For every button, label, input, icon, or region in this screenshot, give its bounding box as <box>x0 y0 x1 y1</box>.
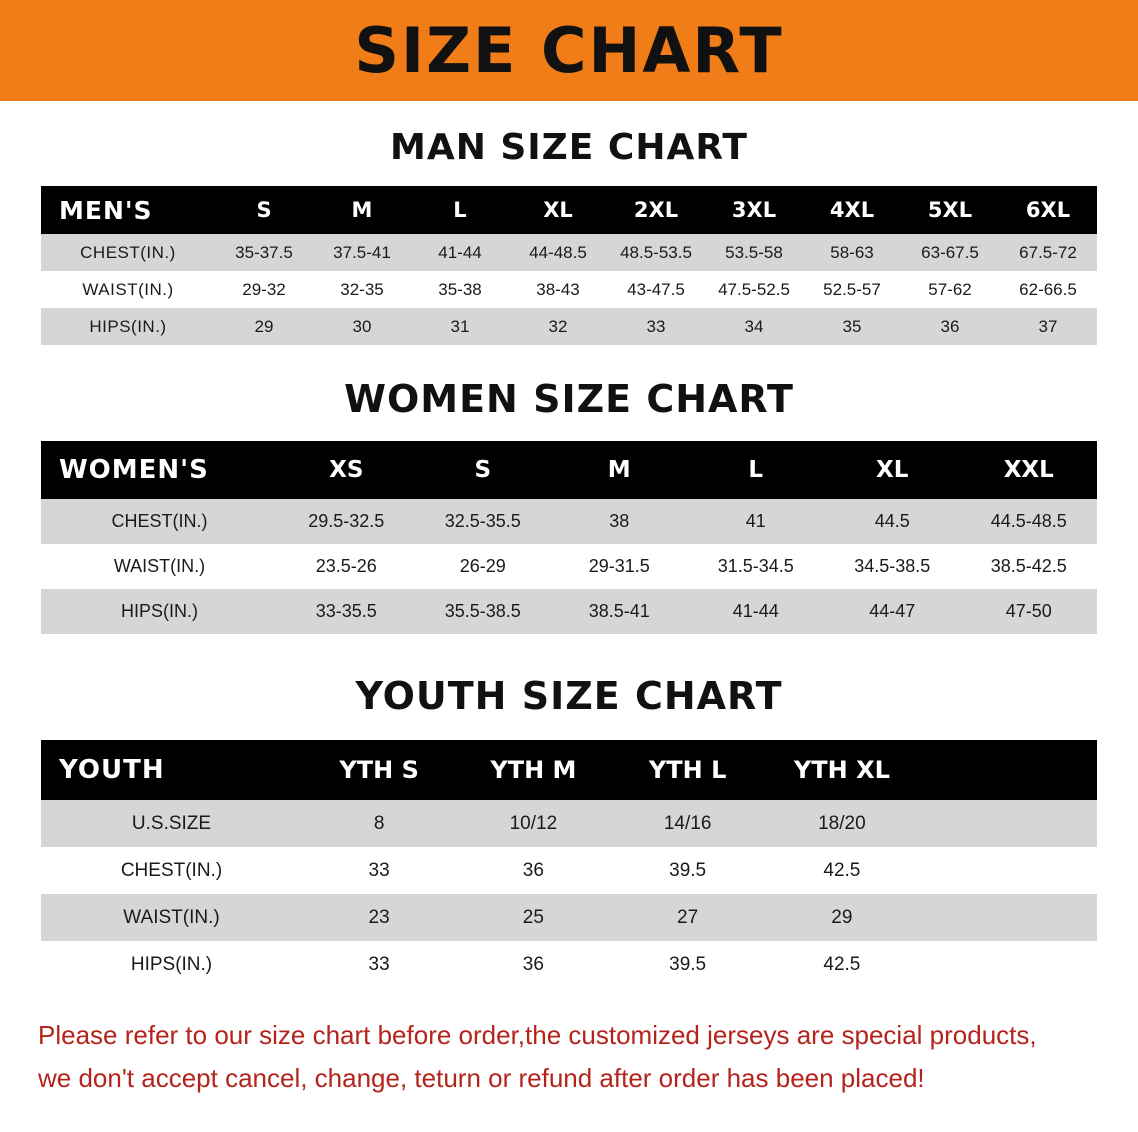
youth-hips-l: 39.5 <box>669 953 707 975</box>
youth-waist-spacer <box>919 894 1097 941</box>
women-header-l: L <box>748 457 764 483</box>
man-chest-xl: 44-48.5 <box>529 242 587 262</box>
women-waist-m: 29-31.5 <box>588 556 650 576</box>
youth-hips-spacer <box>919 941 1097 988</box>
youth-row-label-us-size: U.S.SIZE <box>131 812 212 834</box>
women-hips-xs: 33-35.5 <box>315 601 377 621</box>
youth-header-spacer <box>919 740 1097 800</box>
youth-header-yth-l: YTH L <box>648 756 727 784</box>
man-hips-s: 29 <box>254 316 274 336</box>
women-hips-m: 38.5-41 <box>588 601 650 621</box>
man-waist-3xl: 47.5-52.5 <box>718 279 790 299</box>
youth-hips-s: 33 <box>368 953 390 975</box>
man-hips-xl: 32 <box>548 316 568 336</box>
youth-header-label: YOUTH <box>59 755 165 785</box>
women-row-label-hips: HIPS(IN.) <box>120 601 198 621</box>
women-header-row <box>41 441 1097 499</box>
banner <box>0 0 1138 101</box>
youth-us-size-s: 8 <box>373 812 385 834</box>
women-hips-s: 35.5-38.5 <box>444 601 521 621</box>
man-waist-4xl: 52.5-57 <box>823 279 881 299</box>
women-table-head <box>41 441 1097 499</box>
man-row-label-waist: WAIST(IN.) <box>82 279 174 299</box>
women-header-m: M <box>607 457 631 483</box>
man-header-4xl: 4XL <box>829 198 875 222</box>
youth-waist-s: 23 <box>368 906 390 928</box>
disclaimer-line-2: we don't accept cancel, change, teturn or refund after order has been placed! <box>38 1062 925 1093</box>
youth-hips-xl: 42.5 <box>823 953 861 975</box>
man-chest-6xl: 67.5-72 <box>1019 242 1077 262</box>
banner-title: SIZE CHART <box>354 13 784 87</box>
man-waist-l: 35-38 <box>438 279 482 299</box>
women-header-xxl: XXL <box>1003 457 1054 483</box>
man-chest-s: 35-37.5 <box>235 242 293 262</box>
women-chest-xxl: 44.5-48.5 <box>990 511 1067 531</box>
women-section-heading: WOMEN SIZE CHART <box>344 377 794 421</box>
youth-header-yth-m: YTH M <box>490 756 577 784</box>
table-row <box>41 499 1097 544</box>
youth-header-row <box>41 740 1097 800</box>
youth-chest-s: 33 <box>368 859 390 881</box>
youth-us-size-xl: 18/20 <box>818 812 866 834</box>
man-waist-xl: 38-43 <box>536 279 580 299</box>
man-hips-4xl: 35 <box>842 316 862 336</box>
man-row-label-chest: CHEST(IN.) <box>80 242 176 262</box>
youth-waist-xl: 29 <box>831 906 853 928</box>
man-header-l: L <box>453 198 467 222</box>
man-section-heading: MAN SIZE CHART <box>390 127 748 168</box>
man-waist-s: 29-32 <box>242 279 286 299</box>
youth-table-head <box>41 740 1097 800</box>
man-hips-m: 30 <box>352 316 372 336</box>
youth-section-heading: YOUTH SIZE CHART <box>355 674 783 718</box>
women-chest-s: 32.5-35.5 <box>444 511 521 531</box>
man-chest-5xl: 63-67.5 <box>921 242 979 262</box>
man-hips-5xl: 36 <box>940 316 960 336</box>
man-chest-4xl: 58-63 <box>830 242 874 262</box>
man-header-3xl: 3XL <box>731 198 777 222</box>
table-row <box>41 234 1097 271</box>
man-chest-3xl: 53.5-58 <box>725 242 783 262</box>
youth-size-table-wrapper <box>0 740 1138 988</box>
man-chest-l: 41-44 <box>438 242 482 262</box>
women-waist-xs: 23.5-26 <box>315 556 377 576</box>
man-header-xl: XL <box>543 198 573 222</box>
women-chest-xl: 44.5 <box>874 511 910 531</box>
women-hips-xl: 44-47 <box>869 601 916 621</box>
man-hips-2xl: 33 <box>646 316 666 336</box>
women-table-body <box>41 499 1097 634</box>
man-header-2xl: 2XL <box>633 198 679 222</box>
youth-chest-xl: 42.5 <box>823 859 861 881</box>
women-header-label: WOMEN'S <box>59 455 209 485</box>
youth-header-yth-s: YTH S <box>339 756 419 784</box>
women-waist-xl: 34.5-38.5 <box>854 556 931 576</box>
table-row <box>41 271 1097 308</box>
youth-chest-m: 36 <box>522 859 544 881</box>
women-hips-l: 41-44 <box>732 601 779 621</box>
man-table-body <box>41 234 1097 345</box>
youth-waist-m: 25 <box>522 906 544 928</box>
youth-size-table <box>41 740 1097 988</box>
youth-chest-spacer <box>919 847 1097 894</box>
women-header-xs: XS <box>329 457 364 483</box>
table-row <box>41 800 1097 847</box>
man-waist-5xl: 57-62 <box>928 279 972 299</box>
table-row <box>41 847 1097 894</box>
man-header-5xl: 5XL <box>927 198 973 222</box>
women-row-label-waist: WAIST(IN.) <box>113 556 206 576</box>
man-header-s: S <box>256 198 272 222</box>
women-header-s: S <box>474 457 492 483</box>
man-chest-2xl: 48.5-53.5 <box>620 242 692 262</box>
man-header-m: M <box>351 198 373 222</box>
man-hips-3xl: 34 <box>744 316 764 336</box>
women-chest-m: 38 <box>609 511 630 531</box>
youth-waist-l: 27 <box>677 906 699 928</box>
youth-row-label-chest: CHEST(IN.) <box>120 859 223 881</box>
man-size-table <box>41 186 1097 345</box>
table-row <box>41 544 1097 589</box>
man-waist-2xl: 43-47.5 <box>627 279 685 299</box>
women-waist-xxl: 38.5-42.5 <box>990 556 1067 576</box>
youth-chest-l: 39.5 <box>669 859 707 881</box>
table-row <box>41 308 1097 345</box>
women-size-table <box>41 441 1097 634</box>
disclaimer-note <box>38 1014 1100 1100</box>
table-row <box>41 589 1097 634</box>
youth-header-yth-xl: YTH XL <box>793 756 890 784</box>
youth-row-label-waist: WAIST(IN.) <box>123 906 220 928</box>
man-waist-m: 32-35 <box>340 279 384 299</box>
women-header-xl: XL <box>876 457 909 483</box>
man-header-6xl: 6XL <box>1025 198 1071 222</box>
man-header-row <box>41 186 1097 234</box>
youth-us-size-m: 10/12 <box>509 812 558 834</box>
women-size-table-wrapper <box>0 441 1138 634</box>
women-row-label-chest: CHEST(IN.) <box>111 511 208 531</box>
youth-table-body <box>41 800 1097 988</box>
man-row-label-hips: HIPS(IN.) <box>89 316 167 336</box>
man-hips-6xl: 37 <box>1038 316 1058 336</box>
youth-us-size-l: 14/16 <box>663 812 712 834</box>
women-chest-xs: 29.5-32.5 <box>308 511 385 531</box>
women-chest-l: 41 <box>745 511 766 531</box>
table-row <box>41 894 1097 941</box>
disclaimer-line-1: Please refer to our size chart before order,the customized jerseys are special products, <box>38 1020 1037 1050</box>
youth-us-size-spacer <box>919 800 1097 847</box>
man-table-head <box>41 186 1097 234</box>
youth-hips-m: 36 <box>522 953 544 975</box>
women-waist-s: 26-29 <box>459 556 506 576</box>
table-row <box>41 941 1097 988</box>
women-hips-xxl: 47-50 <box>1005 601 1052 621</box>
youth-row-label-hips: HIPS(IN.) <box>130 953 213 975</box>
man-header-label: MEN'S <box>59 195 153 225</box>
man-size-table-wrapper <box>0 186 1138 345</box>
man-waist-6xl: 62-66.5 <box>1019 279 1077 299</box>
man-chest-m: 37.5-41 <box>333 242 391 262</box>
man-hips-l: 31 <box>450 316 470 336</box>
women-waist-l: 31.5-34.5 <box>717 556 794 576</box>
